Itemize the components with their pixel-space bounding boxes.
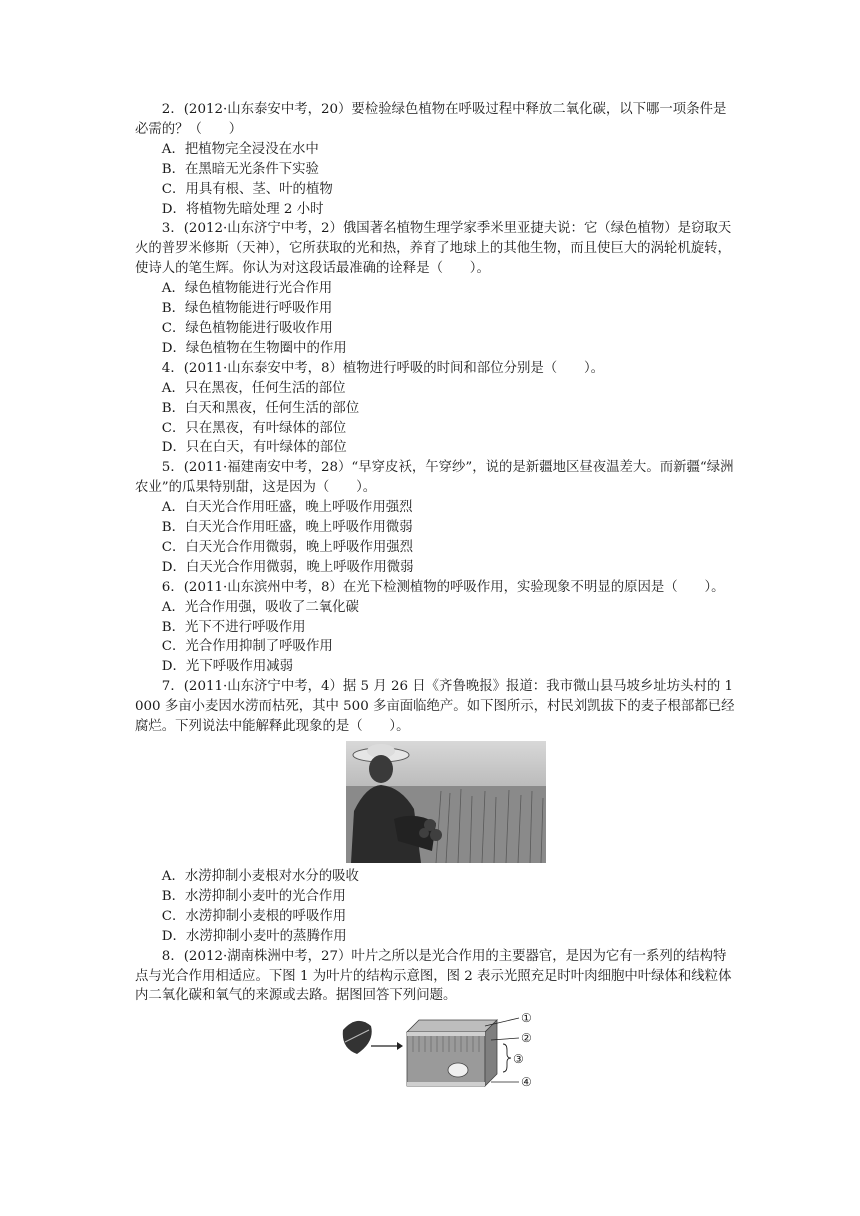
option: D．只在白天，有叶绿体的部位 [161, 440, 347, 456]
option: B．白天和黑夜，任何生活的部位 [161, 400, 360, 416]
figure-label-2: ② [521, 1031, 532, 1046]
option: D．光下呼吸作用减弱 [161, 659, 294, 675]
option: D．水涝抑制小麦叶的蒸腾作用 [161, 928, 347, 944]
option: C．用具有根、茎、叶的植物 [161, 181, 333, 197]
option: D．绿色植物在生物圈中的作用 [161, 340, 347, 356]
figure-label-4: ④ [521, 1075, 532, 1090]
question-2 [135, 100, 735, 219]
question-4 [135, 359, 735, 459]
question-stem: 4．(2011·山东泰安中考，8）植物进行呼吸的时间和部位分别是（ ）。 [161, 360, 605, 376]
farmer-wheat-photo [346, 741, 546, 863]
option: A．只在黑夜，任何生活的部位 [161, 380, 346, 396]
question-stem: 5．(2011·福建南安中考，28）“早穿皮袄，午穿纱”，说的是新疆地区昼夜温差大。而新疆“绿洲农业”的瓜果特别甜，这是因为（ ）。 [135, 460, 734, 496]
question-stem: 2．(2012·山东泰安中考，20）要检验绿色植物在呼吸过程中释放二氧化碳，以下哪一项条件是必需的？（ ） [135, 102, 727, 137]
option: A．把植物完全浸没在水中 [161, 141, 319, 157]
option: C．只在黑夜，有叶绿体的部位 [161, 420, 347, 436]
option: A．光合作用强，吸收了二氧化碳 [161, 599, 359, 615]
option: C．水涝抑制小麦根的呼吸作用 [161, 908, 347, 924]
option: A．白天光合作用旺盛，晚上呼吸作用强烈 [161, 500, 413, 516]
question-stem: 6．(2011·山东滨州中考，8）在光下检测植物的呼吸作用，实验现象不明显的原因是（ ）。 [161, 579, 725, 595]
figure-label-1: ① [521, 1012, 532, 1026]
option: B．在黑暗无光条件下实验 [161, 161, 319, 177]
option: B．光下不进行呼吸作用 [161, 619, 306, 635]
option: B．白天光合作用旺盛，晚上呼吸作用微弱 [161, 520, 413, 536]
option: A．绿色植物能进行光合作用 [161, 281, 333, 297]
document-page [135, 100, 735, 1092]
question-stem: 7．(2011·山东济宁中考，4）据 5 月 26 日《齐鲁晚报》报道：我市微山县马坡乡址坊头村的 1 000 多亩小麦因水涝而枯死，其中 500 多亩面临绝产。如下图所示，村民刘凯拔下的麦子根部都已经腐烂。下列说法中能解释此现象的是（ ）。 [135, 679, 735, 735]
question-7 [135, 677, 735, 946]
question-3 [135, 219, 735, 358]
leaf-structure-diagram [335, 1012, 555, 1092]
question-stem: 3．(2012·山东济宁中考，2）俄国著名植物生理学家季米里亚捷夫说：它（绿色植物）是窃取天火的普罗米修斯（天神），它所获取的光和热，养育了地球上的其他生物，而且使巨大的涡轮机旋转，使诗人的笔生辉。你认为对这段话最准确的诠释是（ ）。 [135, 221, 732, 277]
question-6 [135, 578, 735, 678]
option: A．水涝抑制小麦根对水分的吸收 [161, 869, 359, 884]
question-stem: 8．(2012·湖南株洲中考，27）叶片之所以是光合作用的主要器官，是因为它有一系列的结构特点与光合作用相适应。下图 1 为叶片的结构示意图，图 2 表示光照充足时叶肉细胞中叶绿体和线粒体内二氧化碳和氧气的来源或去路。据图回答下列问题。 [135, 948, 732, 1004]
question-8 [135, 947, 735, 1093]
option: B．水涝抑制小麦叶的光合作用 [161, 888, 346, 904]
question-5 [135, 458, 735, 577]
option: D．将植物先暗处理 2 小时 [161, 201, 324, 217]
figure-label-3: ③ [513, 1052, 524, 1067]
option: D．白天光合作用微弱，晚上呼吸作用微弱 [161, 559, 414, 575]
option: C．绿色植物能进行吸收作用 [161, 320, 333, 336]
option: C．白天光合作用微弱，晚上呼吸作用强烈 [161, 539, 414, 555]
option: C．光合作用抑制了呼吸作用 [161, 639, 333, 655]
option: B．绿色植物能进行呼吸作用 [161, 301, 333, 317]
